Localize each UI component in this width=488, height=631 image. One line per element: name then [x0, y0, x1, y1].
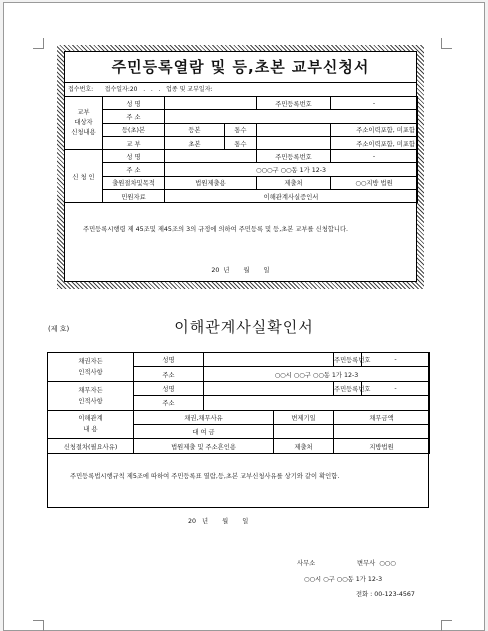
applicant-rrn-field[interactable]: - — [331, 150, 418, 163]
relation-group-cell: 이해관계 내 용 — [48, 410, 134, 439]
debtor-name-field[interactable] — [204, 381, 334, 395]
debtor-rrn-label: 주민등록번호 — [334, 381, 362, 395]
reason-label: 출원절차및목적 — [103, 176, 165, 189]
signer-phone: 전화 : 00-123-4567 — [356, 591, 415, 598]
applicant-address-label: 주 소 — [103, 163, 165, 176]
include-option-1[interactable]: 주소이력포함, 미포함 — [331, 123, 418, 136]
rrn-field[interactable]: - — [331, 97, 418, 110]
applicant-group-cell: 신 청 인 — [65, 150, 103, 203]
form1-date-line: 20 년 월 일 — [211, 267, 270, 274]
include-option-2[interactable]: 주소이력포함, 미포함 — [331, 136, 418, 149]
creditor-address-field[interactable]: ○○시 ○○구 ○○동 1가 12-3 — [204, 367, 430, 381]
issue-label: 교 부 — [103, 136, 165, 149]
submit-field[interactable]: ○○지방 법원 — [331, 176, 418, 189]
civil-field[interactable]: 이해관계사실증인서 — [165, 190, 418, 203]
procedure-field[interactable]: 법원제출 및 주소흔인용 — [134, 439, 274, 453]
form2-table — [47, 352, 430, 454]
applicant-rrn-label: 주민등록번호 — [257, 150, 331, 163]
crop-mark-top-left — [33, 38, 44, 49]
relation-amount-header: 채무금액 — [334, 410, 430, 424]
relation-due-field[interactable] — [274, 424, 334, 438]
receipt-line: 접수번호: 접수일자:20 . . . 업종 및 교부일자: — [65, 83, 416, 97]
creditor-rrn-field[interactable]: - — [362, 353, 430, 367]
form2-title: 이해관계사실확인서 — [174, 318, 314, 336]
lawyer-signature: 변무사 ○○○ — [357, 560, 396, 567]
relation-reason-header: 채권,채무사유 — [134, 410, 274, 424]
relation-reason-field[interactable]: 대 여 금 — [134, 424, 274, 438]
crop-mark-bottom-right — [441, 620, 452, 631]
debtor-group-cell: 채무자든 인적사항 — [48, 381, 134, 410]
copy-label: 등(초)본 — [103, 123, 165, 136]
submit-label: 제출처 — [257, 176, 331, 189]
form2-submit-label: 제출처 — [274, 439, 334, 453]
application-form — [64, 51, 417, 282]
count-field[interactable] — [257, 123, 331, 136]
creditor-name-label: 성명 — [134, 353, 204, 367]
form1-table — [64, 96, 418, 203]
crop-mark-bottom-left — [33, 620, 44, 631]
form1-title: 주민등록열람 및 등,초본 교부신청서 — [65, 52, 416, 83]
creditor-group-cell: 채권자든 인적사항 — [48, 353, 134, 382]
form1-declaration: 주민등록시행령 제 45조및 제45조의 3의 규정에 의하여 주민등록 및 등,초본 교부를 신청합니다. — [83, 226, 349, 233]
address-label: 주 소 — [103, 110, 165, 123]
copy-type-1: 등본 — [165, 123, 225, 136]
debtor-name-label: 성명 — [134, 381, 204, 395]
count-field-2[interactable] — [257, 136, 331, 149]
creditor-address-label: 주소 — [134, 367, 204, 381]
count-label-2: 통수 — [225, 136, 257, 149]
target-group-cell: 교부 대상자 신청내용 — [65, 97, 103, 150]
form2-submit-field[interactable]: 지방법원 — [334, 439, 430, 453]
count-label: 통수 — [225, 123, 257, 136]
rrn-label: 주민등록번호 — [257, 97, 331, 110]
applicant-name-label: 성 명 — [103, 150, 165, 163]
creditor-rrn-label: 주민등록번호 — [334, 353, 362, 367]
copy-type-2: 초본 — [165, 136, 225, 149]
procedure-label: 신청절차(필요사유) — [48, 439, 134, 453]
civil-label: 민원자료 — [103, 190, 165, 203]
signer-address: ○○시 ○구 ○○동 1가 12-3 — [304, 576, 383, 583]
applicant-name-field[interactable] — [165, 150, 257, 163]
debtor-rrn-field[interactable]: - — [362, 381, 430, 395]
office-label: 사무소 — [297, 560, 316, 567]
relation-amount-field[interactable] — [334, 424, 430, 438]
applicant-address-field[interactable]: ○○○구 ○○동 1가 12-3 — [165, 163, 418, 176]
form2-date-line: 20 년 월 일 — [188, 518, 249, 525]
relation-due-header: 변제기일 — [274, 410, 334, 424]
debtor-address-field[interactable] — [204, 396, 430, 410]
creditor-name-field[interactable] — [204, 353, 334, 367]
address-field[interactable] — [165, 110, 418, 123]
reason-field[interactable]: 법원제출용 — [165, 176, 257, 189]
form2-number-label: (제 호) — [48, 325, 70, 333]
form2-declaration: 주민등록법시행규칙 제5조에 따하여 주민등록표 열람,등,초본 교부신청사유를 상기와 같이 확인함. — [70, 473, 340, 480]
crop-mark-top-right — [441, 38, 452, 49]
debtor-address-label: 주소 — [134, 396, 204, 410]
name-field[interactable] — [165, 97, 257, 110]
name-label: 성 명 — [103, 97, 165, 110]
confirmation-form — [47, 352, 429, 508]
